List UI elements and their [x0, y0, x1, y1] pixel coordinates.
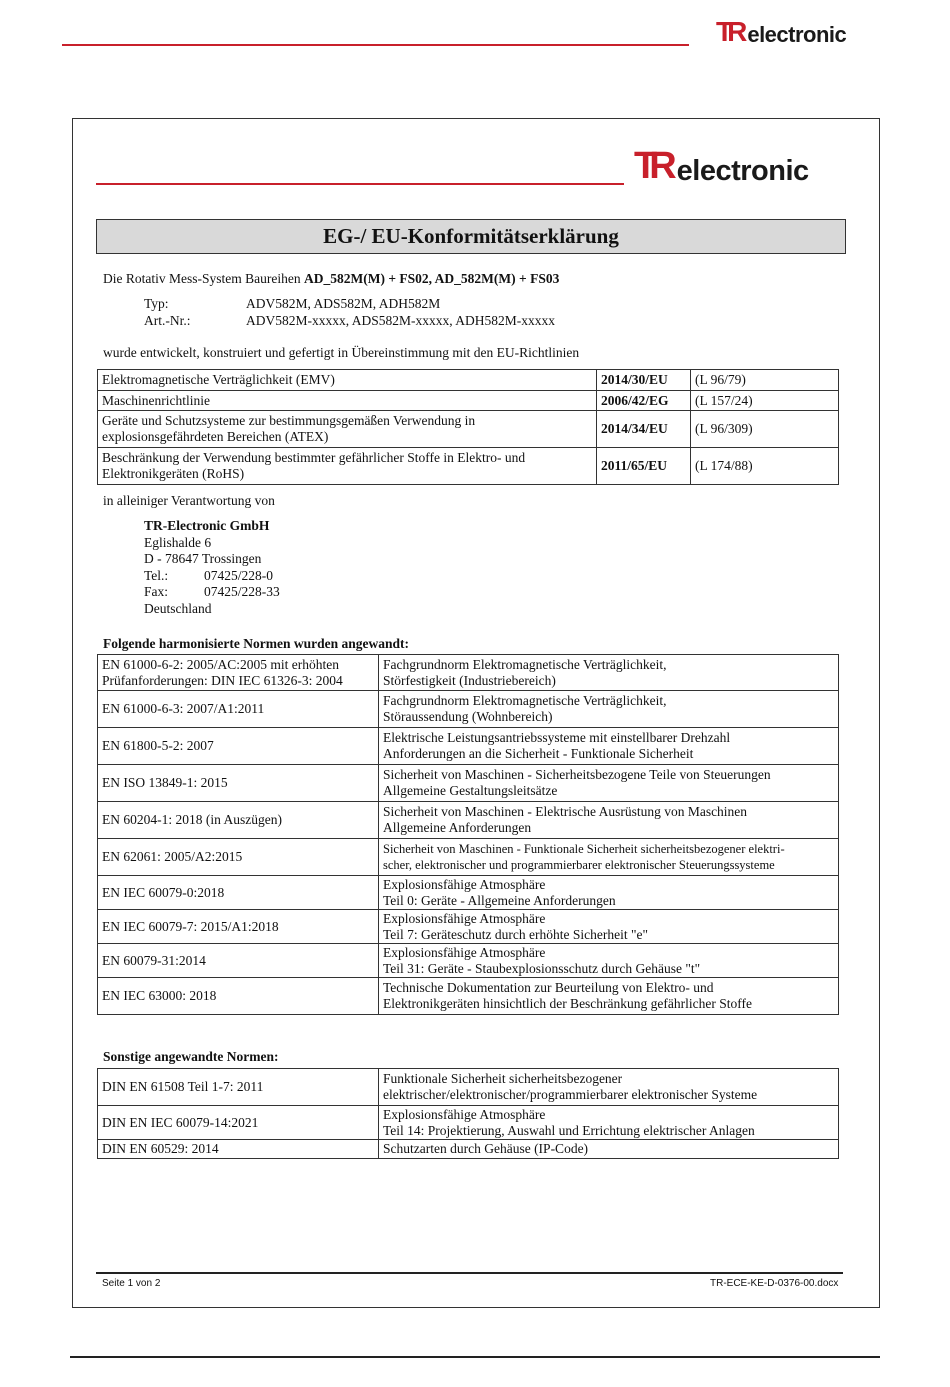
- intro-line: [103, 271, 559, 288]
- tel-label: Tel.:: [144, 568, 169, 583]
- standard-name: EN IEC 60079-7: 2015/A1:2018: [98, 910, 379, 944]
- table-row: [98, 802, 839, 839]
- standard-desc-2: Störaussendung (Wohnbereich): [383, 709, 553, 724]
- doc-header-logo: [634, 142, 809, 188]
- directive-ref: (L 174/88): [691, 448, 839, 485]
- table-row: [98, 691, 839, 728]
- standard-desc: [379, 978, 839, 1015]
- table-row: [98, 728, 839, 765]
- standard-desc-1: Sicherheit von Maschinen - Funktionale Sicherheit sicherheitsbezogener elektri-: [383, 842, 785, 856]
- standard-desc-1: Schutzarten durch Gehäuse (IP-Code): [383, 1141, 589, 1156]
- doc-footer-rule: [96, 1272, 843, 1274]
- company-name: TR-Electronic GmbH: [144, 518, 270, 533]
- standard-desc: [379, 876, 839, 910]
- table-row: [98, 978, 839, 1015]
- standard-name: EN 61800-5-2: 2007: [98, 728, 379, 765]
- standard-name: DIN EN 60529: 2014: [98, 1140, 379, 1159]
- other-heading: Sonstige angewandte Normen:: [103, 1049, 279, 1064]
- standard-desc-2: Teil 31: Geräte - Staubexplosionsschutz durch Gehäuse "t": [383, 960, 701, 976]
- table-row: [98, 1069, 839, 1106]
- standard-name: DIN EN 61508 Teil 1-7: 2011: [98, 1069, 379, 1106]
- standard-desc: [379, 1140, 839, 1159]
- standard-name: EN ISO 13849-1: 2015: [98, 765, 379, 802]
- standard-name: EN IEC 63000: 2018: [98, 978, 379, 1015]
- page-number: Seite 1 von 2: [102, 1278, 161, 1289]
- standard-desc-2: Allgemeine Anforderungen: [383, 820, 532, 835]
- standard-desc: [379, 910, 839, 944]
- standard-desc-2: Anforderungen an die Sicherheit - Funktionale Sicherheit: [383, 746, 694, 761]
- standard-desc-1: Technische Dokumentation zur Beurteilung von Elektro- und: [383, 980, 714, 995]
- directive-code: 2011/65/EU: [597, 448, 691, 485]
- standard-desc-1: Explosionsfähige Atmosphäre: [383, 910, 546, 926]
- standard-desc: [379, 1106, 839, 1140]
- standard-desc: [379, 655, 839, 691]
- standard-desc: [379, 839, 839, 876]
- standard-desc-2: Teil 7: Geräteschutz durch erhöhte Sicherheit "e": [383, 926, 648, 942]
- standard-name: EN 60204-1: 2018 (in Auszügen): [98, 802, 379, 839]
- table-row: [98, 944, 839, 978]
- typ-label: Typ:: [144, 296, 169, 311]
- company-country: Deutschland: [144, 601, 212, 616]
- other-standards-table: [97, 1068, 839, 1159]
- document-id: TR-ECE-KE-D-0376-00.docx: [710, 1278, 839, 1289]
- declaration-title: [96, 219, 846, 254]
- doc-header-rule: [96, 183, 624, 185]
- standard-desc-1: Sicherheit von Maschinen - Elektrische Ausrüstung von Maschinen: [383, 804, 748, 819]
- standard-desc-1: Fachgrundnorm Elektromagnetische Verträglichkeit,: [383, 656, 667, 672]
- standard-desc-1: Elektrische Leistungsantriebssysteme mit einstellbarer Drehzahl: [383, 730, 731, 745]
- standard-name: EN 61000-6-2: 2005/AC:2005 mit erhöhten Prüfanforderungen: DIN IEC 61326-3: 2004: [98, 655, 379, 691]
- standard-desc-1: Explosionsfähige Atmosphäre: [383, 1106, 546, 1122]
- table-row: [98, 391, 839, 411]
- standard-desc-1: Explosionsfähige Atmosphäre: [383, 876, 546, 892]
- directive-name: Elektromagnetische Verträglichkeit (EMV): [98, 370, 597, 391]
- table-row: [98, 765, 839, 802]
- logo-word: electronic: [747, 22, 847, 47]
- standard-desc-1: Explosionsfähige Atmosphäre: [383, 944, 546, 960]
- directive-name: Geräte und Schutzsysteme zur bestimmungsgemäßen Verwendung in explosionsgefährdeten Bereichen (ATEX): [98, 411, 597, 448]
- standard-desc-1: Fachgrundnorm Elektromagnetische Verträglichkeit,: [383, 693, 667, 708]
- page-header-logo: [716, 12, 846, 48]
- standard-desc-1: Sicherheit von Maschinen - Sicherheitsbezogene Teile von Steuerungen: [383, 767, 771, 782]
- typ-value: ADV582M, ADS582M, ADH582M: [246, 296, 441, 311]
- standard-desc: [379, 944, 839, 978]
- harmonized-heading: Folgende harmonisierte Normen wurden angewandt:: [103, 636, 409, 651]
- standard-desc-2: Teil 14: Projektierung, Auswahl und Errichtung elektrischer Anlagen: [383, 1122, 755, 1138]
- page-header-rule: [62, 44, 689, 46]
- standard-desc-2: Allgemeine Gestaltungsleitsätze: [383, 783, 558, 798]
- directives-table: [97, 369, 839, 485]
- fax-label: Fax:: [144, 584, 169, 599]
- company-city: D - 78647 Trossingen: [144, 551, 262, 566]
- doc-logo-mark: TR: [634, 145, 669, 187]
- harmonized-table: [97, 654, 839, 1015]
- responsibility-text: in alleiniger Verantwortung von: [103, 493, 275, 508]
- developed-text: wurde entwickelt, konstruiert und gefertigt in Übereinstimmung mit den EU-Richtlinien: [103, 345, 580, 360]
- table-row: [98, 1140, 839, 1159]
- tel-value: 07425/228-0: [204, 568, 273, 583]
- intro-series: AD_582M(M) + FS02, AD_582M(M) + FS03: [303, 271, 560, 286]
- standard-desc: [379, 691, 839, 728]
- standard-name: EN 62061: 2005/A2:2015: [98, 839, 379, 876]
- standard-name: DIN EN IEC 60079-14:2021: [98, 1106, 379, 1140]
- art-value: ADV582M-xxxxx, ADS582M-xxxxx, ADH582M-xxxxx: [246, 313, 556, 328]
- table-row: [98, 1106, 839, 1140]
- standard-desc: [379, 728, 839, 765]
- table-row: [98, 411, 839, 448]
- directive-code: 2006/42/EG: [597, 391, 691, 411]
- standard-desc-2: Störfestigkeit (Industriebereich): [383, 672, 556, 688]
- logo-mark: TR: [716, 16, 742, 47]
- standard-desc-2: Elektronikgeräten hinsichtlich der Beschränkung gefährlicher Stoffe: [383, 996, 752, 1011]
- fax-value: 07425/228-33: [204, 584, 280, 599]
- table-row: [98, 370, 839, 391]
- page-footer-rule: [70, 1356, 880, 1358]
- company-street: Eglishalde 6: [144, 535, 212, 550]
- standard-name: EN IEC 60079-0:2018: [98, 876, 379, 910]
- directive-name: Maschinenrichtlinie: [98, 391, 597, 411]
- directive-code: 2014/34/EU: [597, 411, 691, 448]
- declaration-title-text: EG-/ EU-Konformitätserklärung: [323, 224, 619, 248]
- table-row: [98, 655, 839, 691]
- directive-ref: (L 96/309): [691, 411, 839, 448]
- intro-text: Die Rotativ Mess-System Baureihen: [103, 271, 304, 286]
- standard-desc: [379, 765, 839, 802]
- doc-logo-word: electronic: [676, 155, 809, 187]
- table-row: [98, 910, 839, 944]
- standard-desc-2: Teil 0: Geräte - Allgemeine Anforderungen: [383, 892, 616, 908]
- directive-name: Beschränkung der Verwendung bestimmter gefährlicher Stoffe in Elektro- und Elektronikgeräten (RoHS): [98, 448, 597, 485]
- standard-desc-2: elektrischer/elektronischer/programmierbarer elektronischer Systeme: [383, 1087, 758, 1102]
- directive-ref: (L 96/79): [691, 370, 839, 391]
- standard-desc: [379, 1069, 839, 1106]
- table-row: [98, 876, 839, 910]
- table-row: [98, 448, 839, 485]
- directive-ref: (L 157/24): [691, 391, 839, 411]
- standard-desc: [379, 802, 839, 839]
- standard-name: EN 61000-6-3: 2007/A1:2011: [98, 691, 379, 728]
- art-label: Art.-Nr.:: [144, 313, 191, 328]
- directive-code: 2014/30/EU: [597, 370, 691, 391]
- table-row: [98, 839, 839, 876]
- standard-name: EN 60079-31:2014: [98, 944, 379, 978]
- standard-desc-1: Funktionale Sicherheit sicherheitsbezogener: [383, 1071, 623, 1086]
- standard-desc-2: scher, elektronischer und programmierbarer elektronischer Steuerungssysteme: [383, 858, 775, 872]
